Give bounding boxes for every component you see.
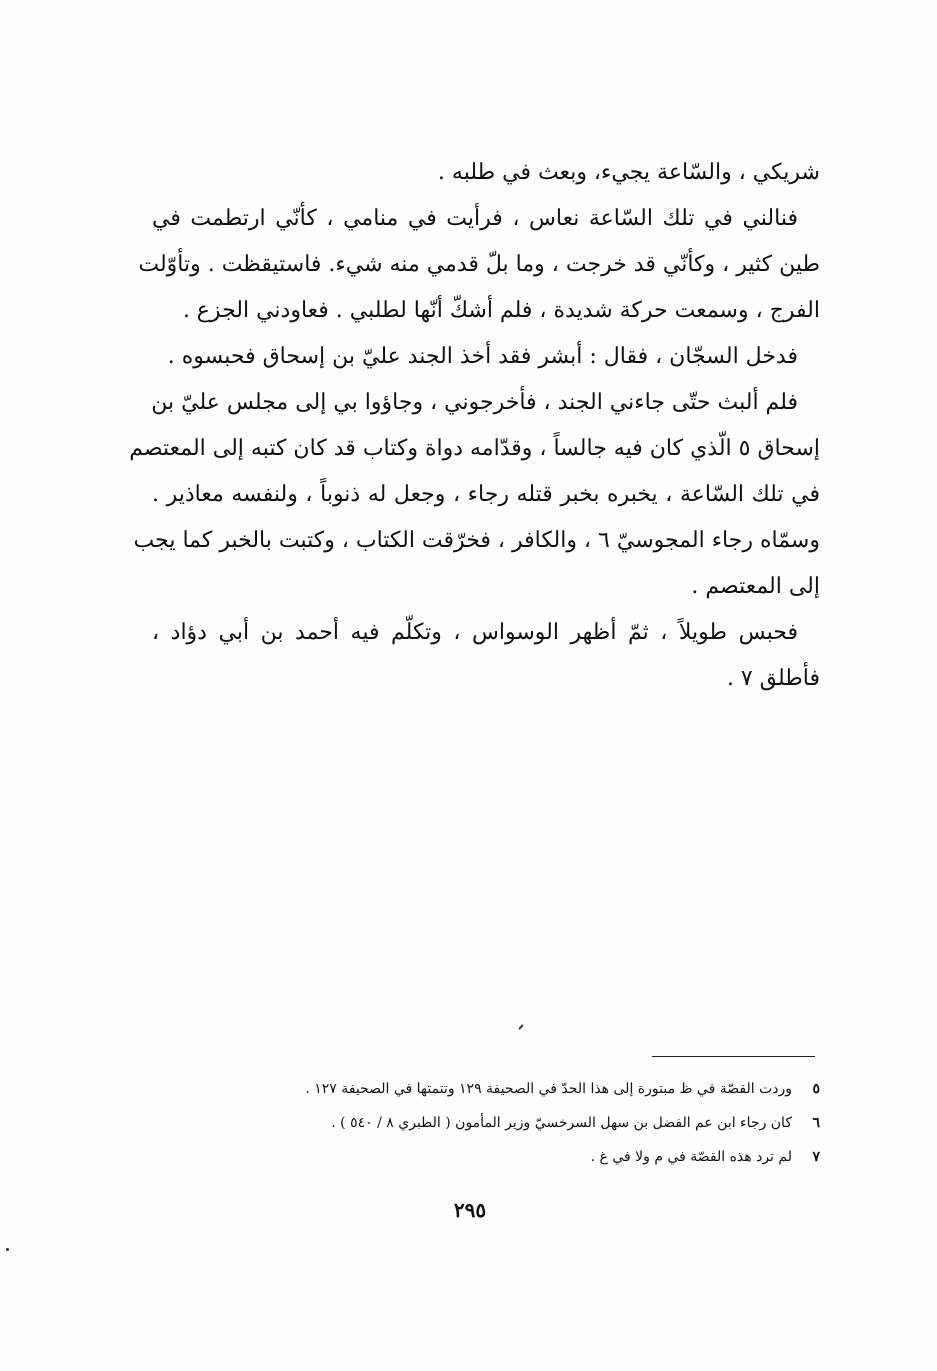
text-line: إلى المعتصم . bbox=[691, 574, 820, 599]
footnote-divider bbox=[652, 1056, 815, 1057]
footnote-number: ٧ bbox=[812, 1149, 820, 1165]
footnote-item bbox=[240, 1072, 820, 1106]
scan-speck bbox=[6, 1248, 9, 1251]
page-number: ٢٩٥ bbox=[453, 1198, 487, 1222]
footnote-text: لم ترد هذه القصّة في م ولا في غ . bbox=[590, 1149, 792, 1165]
text-line: الفرج ، وسمعت حركة شديدة ، فلم أشكّ أنّها لطلبي . فعاودني الجزع . bbox=[182, 298, 820, 323]
footnote-item bbox=[240, 1106, 820, 1140]
footnote-item bbox=[240, 1140, 820, 1174]
text-line: شريكي ، والسّاعة يجيء، وبعث في طلبه . bbox=[437, 160, 820, 185]
main-text-block bbox=[129, 150, 820, 702]
text-line: وسمّاه رجاء المجوسيّ ٦ ، والكافر ، فخرّقت الكتاب ، وكتبت بالخبر كما يجب bbox=[133, 528, 820, 553]
footnote-text: وردت القصّة في ظ مبتورة إلى هذا الحدّ في الصحيفة ١٢٩ وتتمتها في الصحيفة ١٢٧ . bbox=[305, 1081, 792, 1097]
text-line: فلم ألبث حتّى جاءني الجند ، فأخرجوني ، وجاؤوا بي إلى مجلس عليّ بن bbox=[151, 390, 798, 415]
text-line: طين كثير ، وكأنّي قد خرجت ، وما بلّ قدمي منه شيء. فاستيقظت . وتأوّلت bbox=[138, 252, 820, 277]
footnotes-block bbox=[240, 1072, 820, 1174]
text-line: فأطلق ٧ . bbox=[726, 666, 820, 691]
text-line: في تلك السّاعة ، يخبره بخبر قتله رجاء ، وجعل له ذنوباً ، ولنفسه معاذير . bbox=[152, 482, 820, 507]
scan-speck bbox=[518, 1024, 523, 1030]
footnote-number: ٥ bbox=[812, 1081, 820, 1097]
footnote-text: كان رجاء ابن عم الفضل بن سهل السرخسيّ وزير المأمون ( الطبري ٨ / ٥٤٠ ) . bbox=[331, 1115, 792, 1131]
text-line: فحبس طويلاً ، ثمّ أظهر الوسواس ، وتكلّم فيه أحمد بن أبي دؤاد ، bbox=[152, 620, 798, 645]
text-line: فنالني في تلك السّاعة نعاس ، فرأيت في منامي ، كأنّي ارتطمت في bbox=[152, 206, 798, 231]
footnote-number: ٦ bbox=[812, 1115, 820, 1131]
text-line: فدخل السجّان ، فقال : أبشر فقد أخذ الجند عليّ بن إسحاق فحبسوه . bbox=[167, 344, 798, 369]
text-line: إسحاق ٥ الّذي كان فيه جالساً ، وقدّامه دواة وكتاب قد كان كتبه إلى المعتصم bbox=[129, 436, 820, 461]
